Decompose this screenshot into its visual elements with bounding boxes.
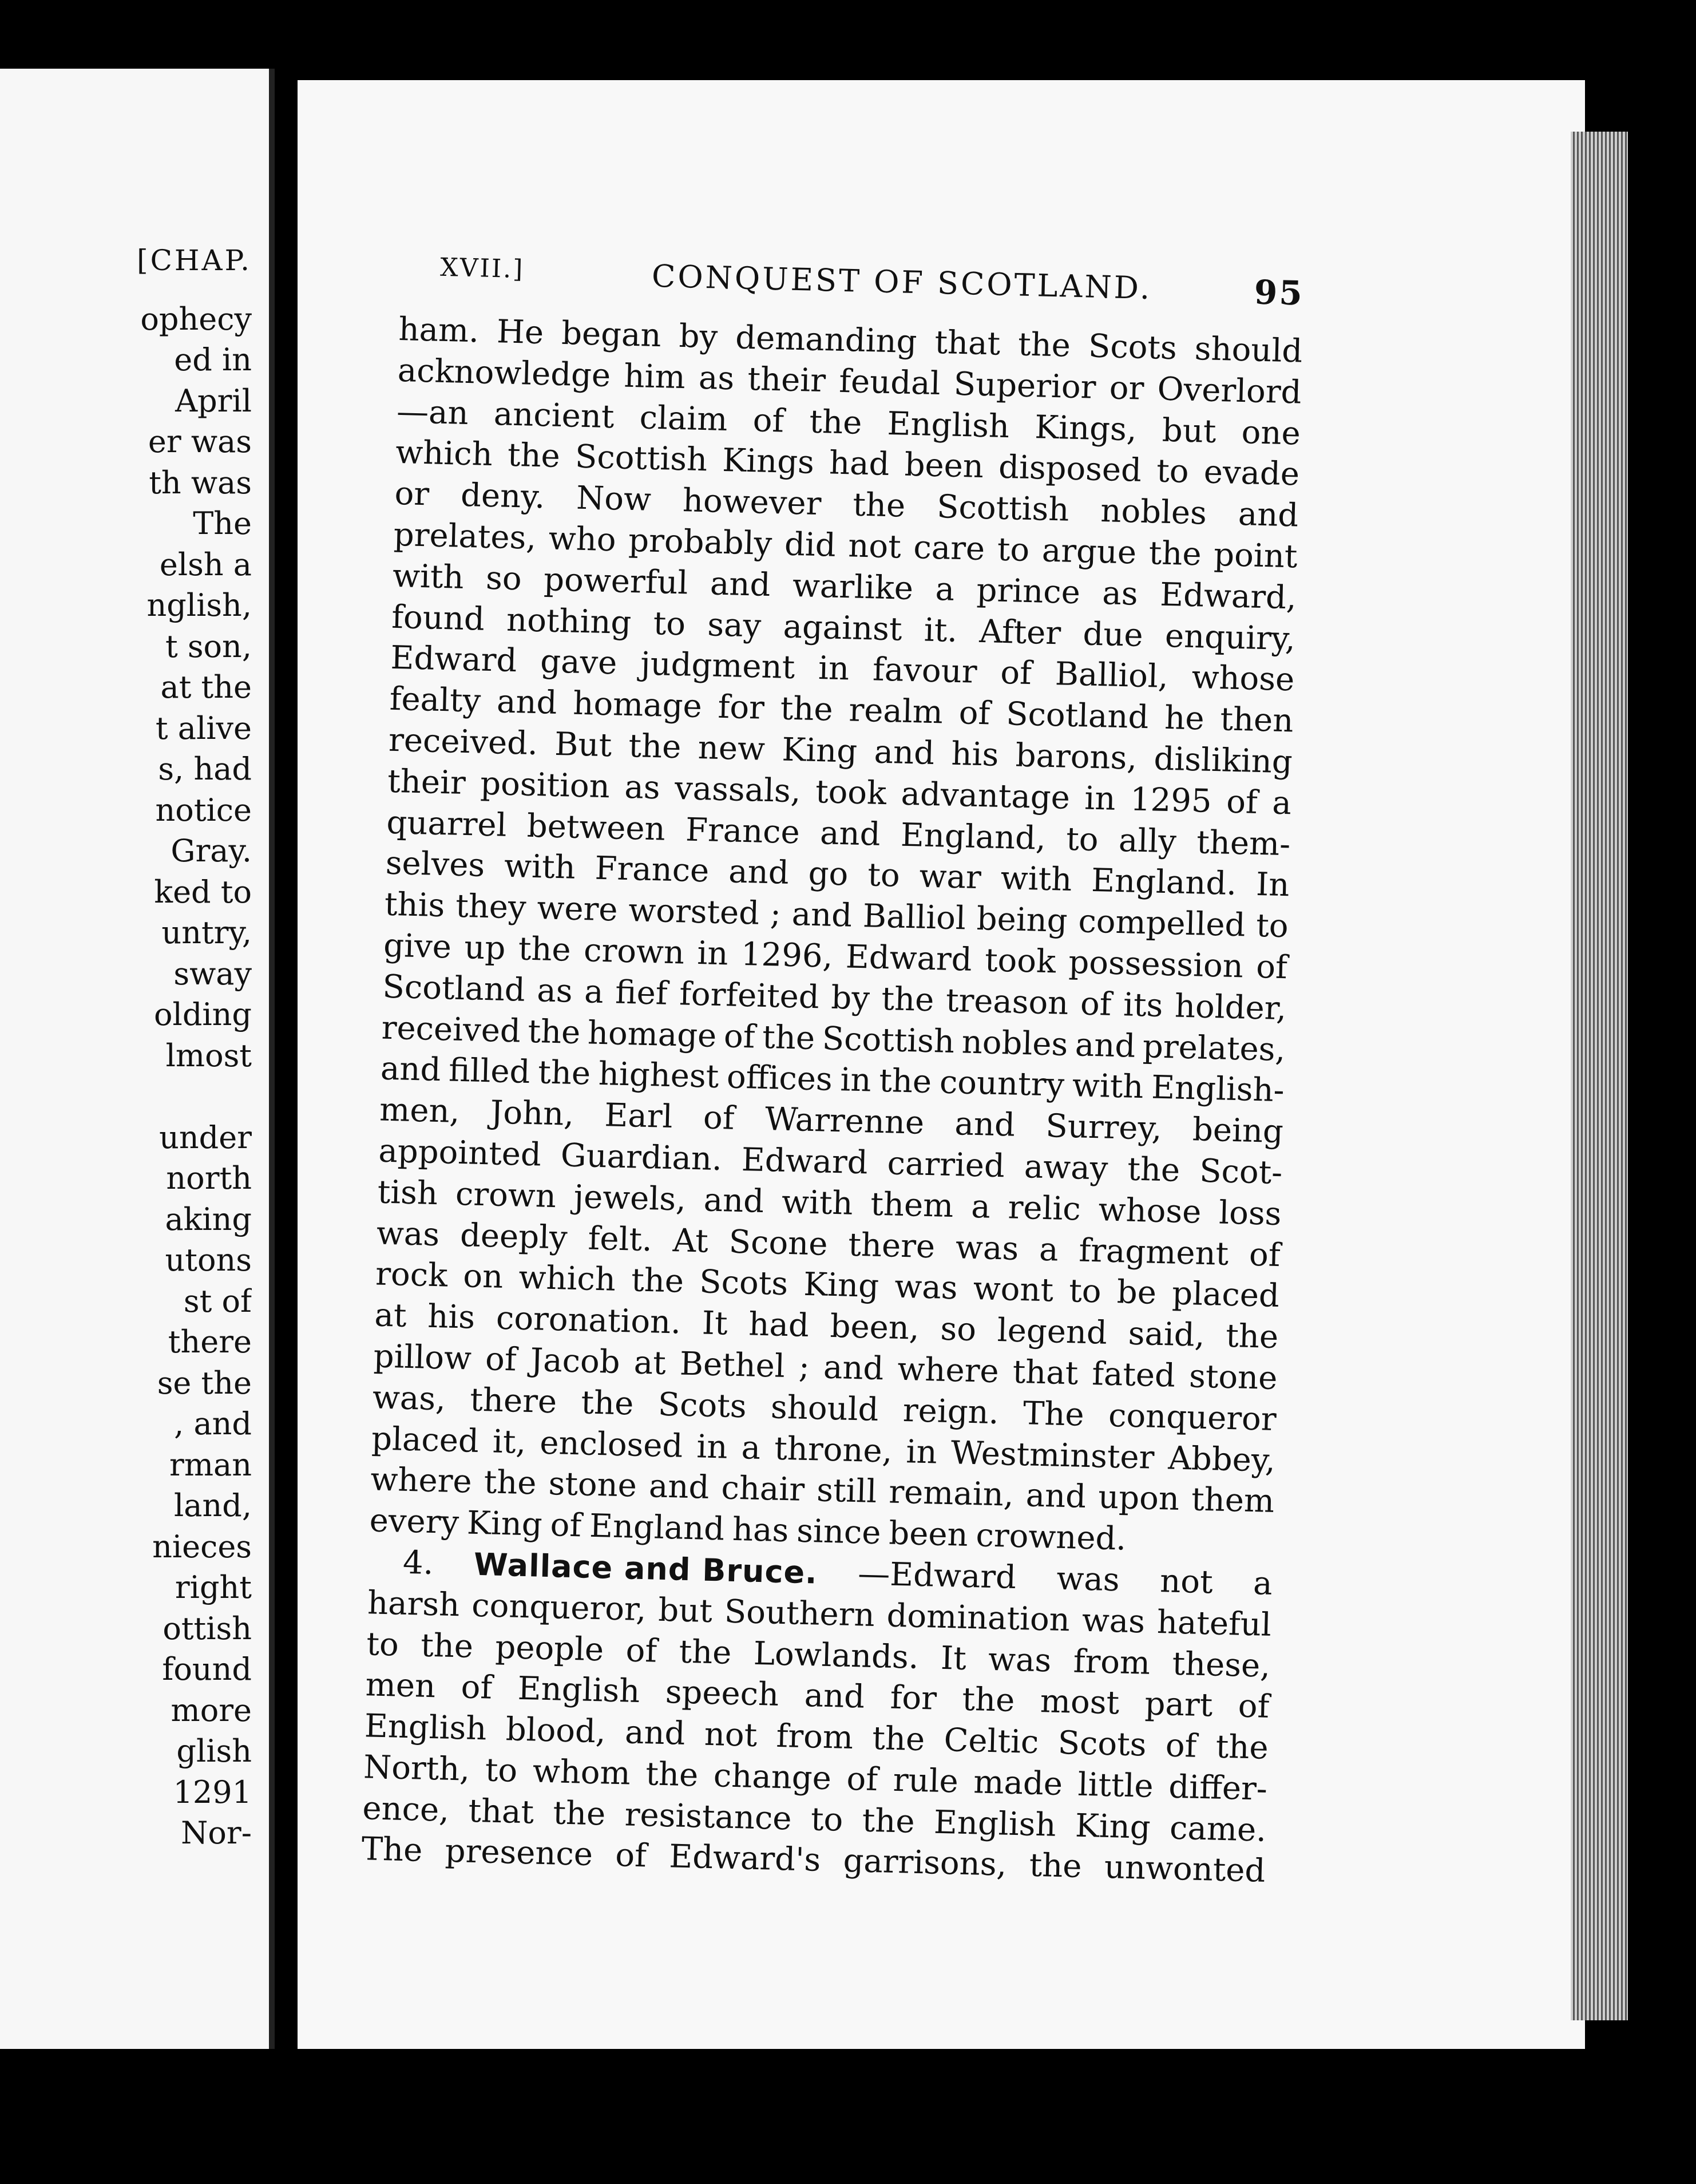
text-line: fealty and homage for the realm of Scotland he then bbox=[389, 680, 1294, 740]
text-line: Scotland as a fief forfeited by the treason of its holder, bbox=[382, 968, 1287, 1027]
text-line: 4. Wallace and Bruce. —Edward was not a bbox=[368, 1541, 1273, 1604]
left-text-line: The bbox=[193, 505, 252, 541]
text-line: prelates, who probably did not care to argue the point bbox=[393, 516, 1298, 576]
text-line: received the homage of the Scottish nobles and prelates, bbox=[381, 1009, 1286, 1069]
left-text-line: there bbox=[168, 1324, 252, 1360]
text-line: English blood, and not from the Celtic Scots of the bbox=[364, 1707, 1269, 1767]
left-text-line: er was bbox=[148, 424, 252, 460]
text-line: Edward gave judgment in favour of Balliol, whose bbox=[390, 639, 1295, 699]
left-text-line: olding bbox=[154, 996, 252, 1032]
left-text-line: ed in bbox=[174, 342, 252, 378]
text-line: appointed Guardian. Edward carried away the Scot- bbox=[378, 1132, 1283, 1192]
left-text-line: notice bbox=[155, 792, 252, 828]
left-text-line: at the bbox=[160, 669, 252, 705]
text-line: received. But the new King and his barons, disliking bbox=[388, 721, 1293, 781]
left-text-line: t alive bbox=[155, 710, 252, 746]
left-text-line: nglish, bbox=[146, 587, 252, 623]
section-number: 4. bbox=[402, 1544, 434, 1582]
text-line: at his coronation. It had been, so legend said, the bbox=[374, 1296, 1279, 1356]
left-text-line: ophecy bbox=[140, 300, 252, 337]
text-line: ham. He began by demanding that the Scots should bbox=[398, 310, 1303, 370]
text-line: selves with France and go to war with England. In bbox=[385, 845, 1290, 904]
left-text-line: t son, bbox=[165, 628, 252, 664]
left-text-line: more bbox=[171, 1692, 252, 1728]
text-line: men, John, Earl of Warrenne and Surrey, being bbox=[379, 1091, 1284, 1151]
left-text-line: found bbox=[162, 1651, 252, 1687]
left-text-line: ked to bbox=[154, 873, 252, 910]
left-page-column bbox=[0, 240, 252, 1854]
text-line: —an ancient claim of the English Kings, but one bbox=[396, 393, 1301, 453]
text-line: North, to whom the change of rule made little differ- bbox=[363, 1748, 1268, 1808]
text-line: found nothing to say against it. After due enquiry, bbox=[391, 598, 1296, 658]
page-edge bbox=[1571, 132, 1628, 2020]
left-text-line: utons bbox=[165, 1242, 252, 1278]
left-text-line: nieces bbox=[152, 1528, 252, 1565]
left-text-line: st of bbox=[183, 1283, 252, 1319]
right-page-content bbox=[361, 252, 1305, 1892]
section-heading: Wallace and Bruce. bbox=[473, 1546, 818, 1591]
left-text-line: glish bbox=[176, 1733, 252, 1769]
page-number: 95 bbox=[1254, 272, 1305, 313]
text-line: tish crown jewels, and with them a relic whose loss bbox=[377, 1173, 1282, 1233]
left-text-line: April bbox=[175, 382, 252, 419]
text-line: to the people of the Lowlands. It was from these, bbox=[366, 1625, 1271, 1685]
running-title: CONQUEST OF SCOTLAND. bbox=[651, 258, 1152, 307]
text-line: quarrel between France and England, to ally them- bbox=[386, 804, 1291, 863]
text-line: their position as vassals, took advantage in 1295 of a bbox=[387, 762, 1292, 822]
body-text bbox=[361, 309, 1303, 1892]
left-text-line: Gray. bbox=[171, 833, 252, 869]
left-text-line: right bbox=[175, 1569, 252, 1605]
text-line: or deny. Now however the Scottish nobles and bbox=[394, 475, 1299, 535]
left-text-line: north bbox=[166, 1160, 252, 1196]
text-line: The presence of Edward's garrisons, the unwonted bbox=[360, 1830, 1266, 1890]
left-text-line: elsh a bbox=[159, 546, 252, 583]
text-line: with so powerful and warlike a prince as Edward, bbox=[392, 557, 1297, 617]
text-line: men of English speech and for the most part of bbox=[365, 1666, 1270, 1726]
text-line: pillow of Jacob at Bethel ; and where that fated stone bbox=[373, 1338, 1278, 1397]
text-line: every King of England has since been crowned. bbox=[369, 1502, 1127, 1558]
text-line: was deeply felt. At Scone there was a fragment of bbox=[376, 1214, 1281, 1274]
text-line: where the stone and chair still remain, and upon them bbox=[370, 1461, 1275, 1521]
text-line: ence, that the resistance to the English King came. bbox=[362, 1789, 1267, 1849]
left-text-line: Nor- bbox=[181, 1815, 252, 1851]
left-text-line: 1291 bbox=[173, 1774, 252, 1810]
text-line: give up the crown in 1296, Edward took possession of bbox=[383, 927, 1288, 987]
left-text-line: , and bbox=[174, 1406, 252, 1442]
left-text-line: sway bbox=[173, 955, 252, 992]
left-text-line: under bbox=[159, 1119, 252, 1156]
text-line: which the Scottish Kings had been disposed to evade bbox=[395, 434, 1300, 493]
chapter-marker: XVII.] bbox=[439, 252, 525, 284]
text-line: and filled the highest offices in the country with English- bbox=[380, 1050, 1285, 1110]
text-line: placed it, enclosed in a throne, in Westminster Abbey, bbox=[371, 1419, 1276, 1479]
text-line: this they were worsted ; and Balliol being compelled to bbox=[384, 885, 1289, 945]
left-text-line: land, bbox=[174, 1487, 252, 1524]
text-line: harsh conqueror, but Southern domination was hateful bbox=[367, 1584, 1272, 1644]
text-line: was, there the Scots should reign. The conqueror bbox=[372, 1379, 1277, 1438]
left-text-line: rman bbox=[169, 1446, 252, 1483]
left-text-line: se the bbox=[157, 1364, 252, 1401]
left-text-line: untry, bbox=[161, 915, 252, 951]
left-text-line bbox=[0, 1076, 252, 1117]
left-page bbox=[0, 69, 275, 2049]
left-text-line: th was bbox=[149, 464, 252, 501]
text-line: rock on which the Scots King was wont to be placed bbox=[375, 1255, 1280, 1315]
left-text-line: aking bbox=[165, 1201, 252, 1237]
left-text-line: ottish bbox=[163, 1610, 252, 1647]
left-running-head: [CHAP. bbox=[137, 244, 252, 277]
text-line: acknowledge him as their feudal Superior or Overlord bbox=[397, 351, 1302, 412]
left-text-line: lmost bbox=[165, 1037, 252, 1074]
left-text-line: s, had bbox=[158, 751, 252, 787]
